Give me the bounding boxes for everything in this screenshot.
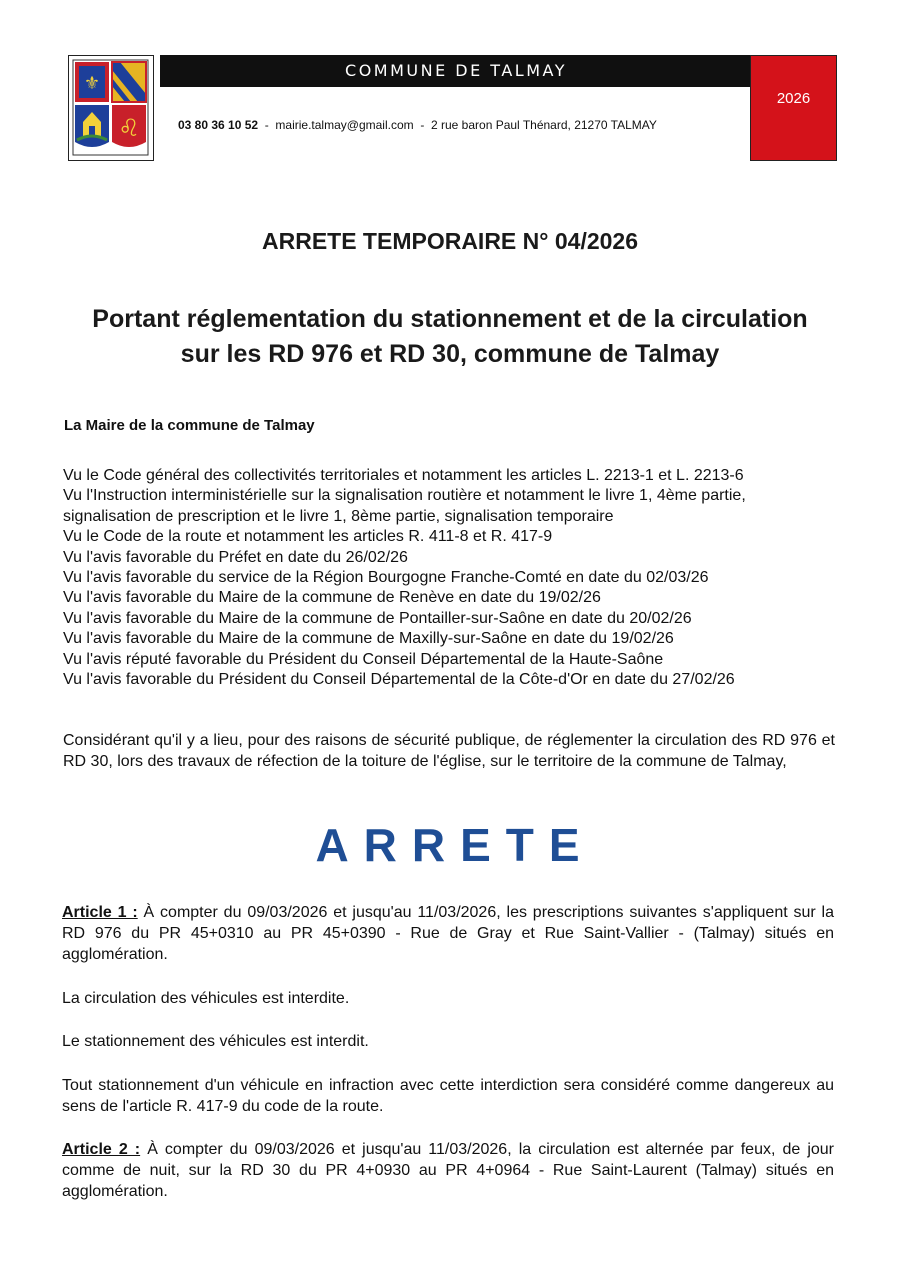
article-1-paragraph bbox=[62, 902, 834, 965]
visa-line: Vu l'avis réputé favorable du Président du Conseil Départemental de la Haute-Saône bbox=[63, 650, 664, 668]
document-title: ARRETE TEMPORAIRE N° 04/2026 bbox=[261, 228, 639, 254]
visas-list bbox=[63, 466, 843, 690]
article-1-text: À compter du 09/03/2026 et jusqu'au 11/03/2026, les prescriptions suivantes s'appliquent sur la RD 976 du PR 45+0310 au PR 45+0390 - Rue de Gray et Rue Saint-Vallier - (Talmay) situés en agglomération. bbox=[62, 904, 835, 963]
subtitle-line: sur les RD 976 et RD 30, commune de Talmay bbox=[180, 340, 720, 368]
document-subtitle bbox=[0, 302, 900, 372]
article-1-label: Article 1 : bbox=[62, 904, 138, 921]
mayor-heading: La Maire de la commune de Talmay bbox=[64, 417, 315, 434]
visa-line: signalisation de prescription et le livre 1, 8ème partie, signalisation temporaire bbox=[63, 507, 614, 525]
email-address: mairie.talmay@gmail.com bbox=[275, 118, 414, 132]
contact-line bbox=[178, 118, 657, 132]
circulation-statement: La circulation des véhicules est interdite. bbox=[62, 990, 350, 1007]
subtitle-line: Portant réglementation du stationnement et de la circulation bbox=[92, 305, 808, 333]
infraction-statement: Tout stationnement d'un véhicule en infraction avec cette interdiction sera considéré comme dangereux au sens de l'article R. 417-9 du code de la route. bbox=[62, 1077, 834, 1115]
commune-title: COMMUNE DE TALMAY bbox=[160, 55, 752, 87]
visa-line: Vu le Code de la route et notamment les articles R. 411-8 et R. 417-9 bbox=[63, 528, 553, 546]
coat-of-arms-icon bbox=[68, 55, 154, 161]
considerant-paragraph: Considérant qu'il y a lieu, pour des raisons de sécurité publique, de réglementer la circulation des RD 976 et RD 30, lors des travaux de réfection de la toiture de l'église, sur le territoire de la commune de Talmay, bbox=[63, 732, 835, 770]
postal-address: 2 rue baron Paul Thénard, 21270 TALMAY bbox=[430, 118, 657, 132]
visa-line: Vu l'avis favorable du Président du Conseil Départemental de la Côte-d'Or en date du 27/02/26 bbox=[63, 671, 735, 689]
arrete-heading: ARRETE bbox=[315, 819, 595, 871]
svg-text:♌: ♌ bbox=[118, 114, 140, 142]
visa-line: Vu l'avis favorable du Maire de la commune de Maxilly-sur-Saône en date du 19/02/26 bbox=[63, 630, 674, 648]
article-2-label: Article 2 : bbox=[62, 1141, 141, 1158]
visa-line: Vu l'Instruction interministérielle sur la signalisation routière et notamment le livre 1, 4ème partie, bbox=[63, 487, 746, 505]
visa-line: Vu l'avis favorable du Maire de la commune de Pontailler-sur-Saône en date du 20/02/26 bbox=[63, 609, 692, 627]
svg-text:⚜: ⚜ bbox=[83, 73, 101, 94]
separator: - bbox=[264, 118, 269, 132]
separator: - bbox=[420, 118, 425, 132]
stationnement-statement: Le stationnement des véhicules est interdit. bbox=[62, 1033, 369, 1050]
phone-number: 03 80 36 10 52 bbox=[178, 118, 259, 132]
visa-line: Vu l'avis favorable du Maire de la commune de Renève en date du 19/02/26 bbox=[63, 589, 601, 607]
year-badge: 2026 bbox=[750, 55, 837, 161]
visa-line: Vu le Code général des collectivités territoriales et notamment les articles L. 2213-1 et L. 2213-6 bbox=[63, 467, 744, 484]
article-2-paragraph bbox=[62, 1139, 834, 1202]
article-2-text: À compter du 09/03/2026 et jusqu'au 11/03/2026, la circulation est alternée par feux, de jour comme de nuit, sur la RD 30 du PR 4+0930 au PR 4+0964 - Rue Saint-Laurent (Talmay) situés en agglomération. bbox=[62, 1141, 835, 1200]
visa-line: Vu l'avis favorable du service de la Région Bourgogne Franche-Comté en date du 02/03/26 bbox=[63, 569, 709, 587]
visa-line: Vu l'avis favorable du Préfet en date du 26/02/26 bbox=[63, 548, 408, 566]
